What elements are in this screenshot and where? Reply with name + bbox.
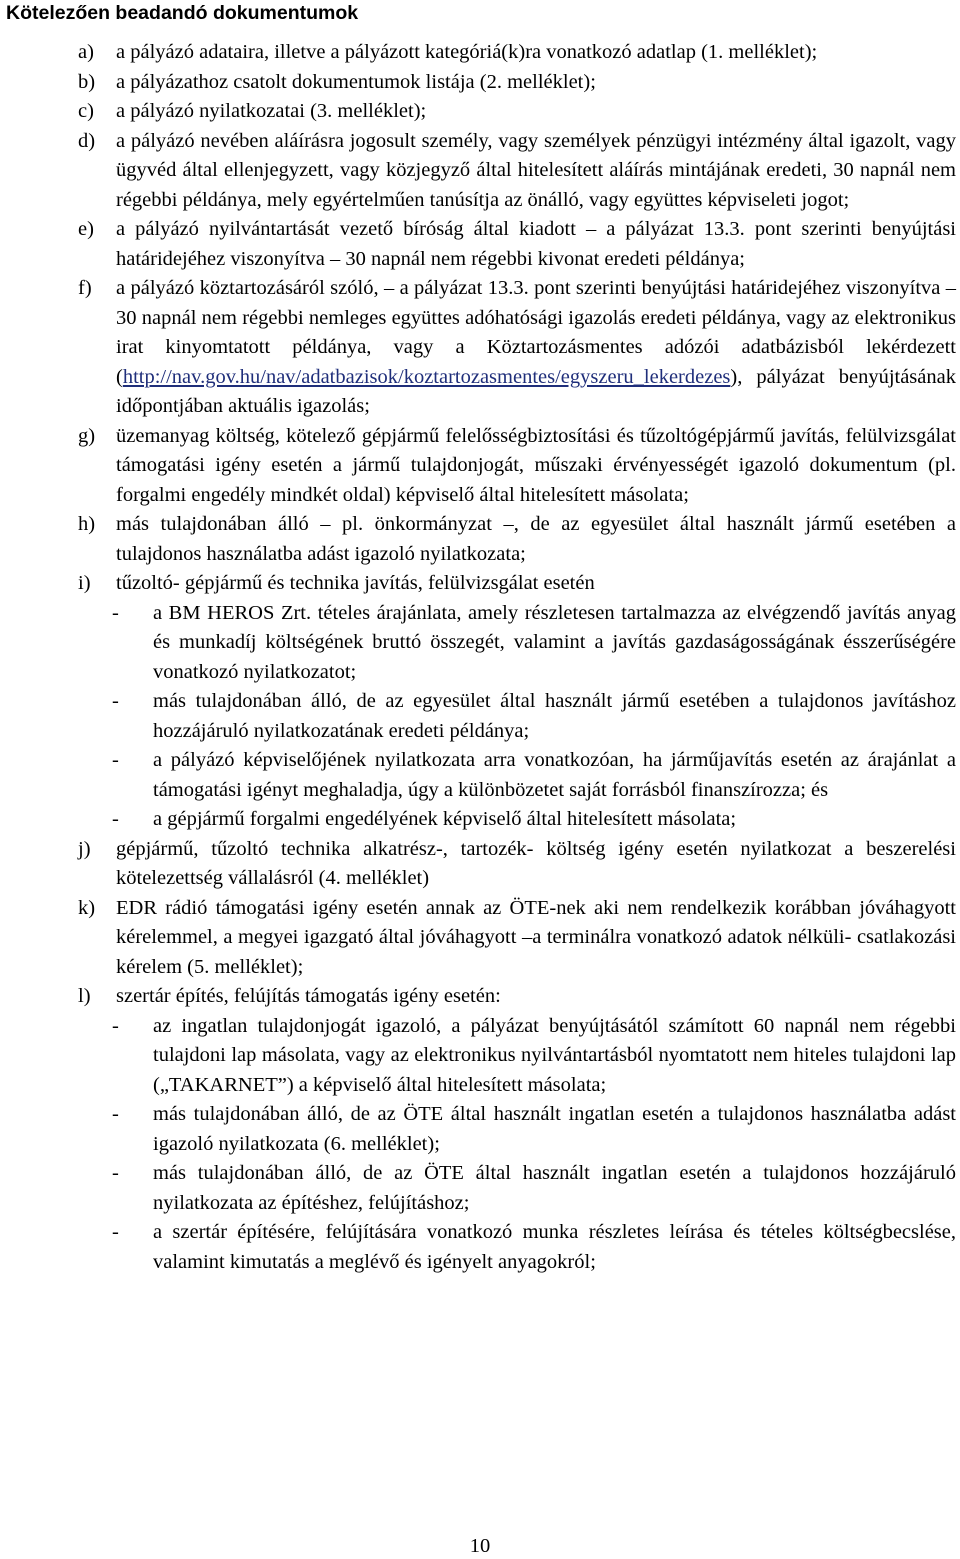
sub-list-item [78, 805, 956, 835]
sub-list-item [78, 1218, 956, 1277]
sub-list-item [78, 746, 956, 805]
list-item [78, 38, 956, 68]
list-item-text-before-link: a pályázó köztartozásáról szóló, – a pályázat 13.3. pont szerinti benyújtási határidejéhez viszonyítva – 30 napnál nem régebbi nemleges együttes adóhatósági igazolás eredeti példánya, vagy az elektronikus irat kinyomtatott példánya, vagy a Köztartozásmentes adózói adatbázisból lekérdezett ( [116, 277, 956, 388]
sub-list-dash: - [112, 1221, 119, 1243]
list-item-text: tűzoltó- gépjármű és technika javítás, felülvizsgálat esetén [116, 572, 595, 594]
section-heading: Kötelezően beadandó dokumentumok [6, 2, 359, 24]
list-item [78, 127, 956, 216]
sub-list-dash: - [112, 808, 119, 830]
nav-link[interactable]: http://nav.gov.hu/nav/adatbazisok/koztartozasmentes/egyszeru_lekerdezes [122, 365, 731, 388]
list-item [78, 569, 956, 835]
sub-list-item-text: más tulajdonában álló, de az ÖTE által használt ingatlan esetén a tulajdonos használatba adást igazoló nyilatkozata (6. melléklet); [153, 1103, 956, 1155]
sub-list-item [78, 1159, 956, 1218]
list-item [78, 894, 956, 983]
sub-list-dash: - [112, 1103, 119, 1125]
sub-list-dash: - [112, 749, 119, 771]
sub-list-item [78, 599, 956, 688]
requirements-list [78, 38, 956, 1277]
list-item-text-after-link: ), pályázat benyújtásának időpontjában aktuális igazolás; [116, 365, 956, 417]
list-item-text: üzemanyag költség, kötelező gépjármű felelősségbiztosítási és tűzoltógépjármű javítás, felülvizsgálat támogatási igény esetén a jármű tulajdonjogát, műszaki érvényességét igazoló dokumentum (pl. forgalmi engedély mindkét oldal) képviselő által hitelesített másolata; [116, 424, 956, 506]
list-item-marker: f) [78, 277, 92, 299]
sub-list-item [78, 687, 956, 746]
list-item-text: a pályázó nyilvántartását vezető bíróság által kiadott – a pályázat 13.3. pont szerinti benyújtási határidejéhez viszonyítva – 30 napnál nem régebbi kivonat eredeti példánya; [116, 218, 956, 270]
sub-list-item-text: más tulajdonában álló, de az ÖTE által használt ingatlan esetén a tulajdonos hozzájáruló nyilatkozata az építéshez, felújításhoz; [153, 1162, 956, 1214]
sub-list-dash: - [112, 601, 119, 624]
list-item [78, 422, 956, 511]
list-item-text: más tulajdonában álló – pl. önkormányzat –, de az egyesület által használt jármű esetében a tulajdonos használatba adást igazoló nyilatkozata; [116, 513, 956, 565]
sub-list-item-text: más tulajdonában álló, de az egyesület által használt jármű esetében a tulajdonos javításhoz hozzájáruló nyilatkozatának eredeti példánya; [153, 690, 956, 742]
sub-list-dash: - [112, 1162, 119, 1184]
list-item-marker: k) [78, 896, 96, 919]
sub-list-item-text: a pályázó képviselőjének nyilatkozata arra vonatkozóan, ha járműjavítás esetén az árajánlat a támogatási igényt meghaladja, úgy a különbözetet saját forrásból finanszírozza; és [153, 749, 956, 801]
sub-list-item-text: a szertár építésére, felújítására vonatkozó munka részletes leírása és tételes költségbecslése, valamint kimutatás a meglévő és igényelt anyagokról; [153, 1221, 956, 1273]
list-item-text: a pályázathoz csatolt dokumentumok listája (2. melléklet); [116, 70, 596, 93]
list-item-marker: a) [78, 41, 94, 63]
list-item [78, 835, 956, 894]
list-item-text: EDR rádió támogatási igény esetén annak az ÖTE-nek aki nem rendelkezik korábban jóváhagyott kérelemmel, a megyei igazgató által jóváhagyott –a terminálra vonatkozó adatok nélküli- csatlakozási kérelem (5. melléklet); [116, 896, 956, 978]
list-item-marker: b) [78, 70, 96, 93]
sub-list-item [78, 1012, 956, 1101]
list-item-text: szertár építés, felújítás támogatás igény esetén: [116, 985, 501, 1007]
list-item-marker: e) [78, 218, 94, 240]
list-item-marker: h) [78, 513, 96, 535]
list-item-marker: c) [78, 100, 94, 122]
list-item [78, 510, 956, 569]
list-item-text: a pályázó nyilatkozatai (3. melléklet); [116, 100, 427, 122]
list-item-text [116, 274, 956, 422]
list-item [78, 274, 956, 422]
list-item [78, 982, 956, 1277]
list-item [78, 97, 956, 127]
sub-list-dash: - [112, 1014, 119, 1037]
sub-list-item-text: az ingatlan tulajdonjogát igazoló, a pályázat benyújtásától számított 60 napnál nem régebbi tulajdoni lap másolata, vagy az elektronikus nyilvántartásból nyomtatott nem hiteles tulajdoni lap („TAKARNET”) a képviselő által hitelesített másolata; [153, 1014, 956, 1096]
sub-list-dash: - [112, 690, 119, 712]
sub-list-item-text: a BM HEROS Zrt. tételes árajánlata, amely részletesen tartalmazza az elvégzendő javítás anyag és munkadíj költségének bruttó összegét, valamint a javítás gazdaságosságának ésszerűségére vonatkozó nyilatkozatot; [153, 601, 956, 683]
list-item [78, 215, 956, 274]
sub-list-item [78, 1100, 956, 1159]
list-item-text: gépjármű, tűzoltó technika alkatrész-, tartozék- költség igény esetén nyilatkozat a beszerelési kötelezettség vállalásról (4. melléklet) [116, 837, 956, 889]
list-item-text: a pályázó nevében aláírásra jogosult személy, vagy személyek pénzügyi intézmény által igazolt, vagy ügyvéd által ellenjegyzett, vagy közjegyző által hitelesített aláírás mintájának eredeti, 30 napnál nem régebbi példánya, mely egyértelműen tanúsítja az önálló, vagy együttes képviseleti jogot; [116, 129, 956, 211]
page-number: 10 [469, 1535, 491, 1557]
list-item [78, 68, 956, 98]
list-item-marker: i) [78, 572, 91, 594]
sub-list-item-text: a gépjármű forgalmi engedélyének képviselő által hitelesített másolata; [153, 808, 737, 830]
list-item-marker: j) [78, 837, 91, 860]
list-item-marker: d) [78, 129, 96, 152]
list-item-text: a pályázó adataira, illetve a pályázott kategóriá(k)ra vonatkozó adatlap (1. melléklet); [116, 41, 818, 63]
list-item-marker: l) [78, 985, 91, 1007]
list-item-marker: g) [78, 424, 96, 447]
